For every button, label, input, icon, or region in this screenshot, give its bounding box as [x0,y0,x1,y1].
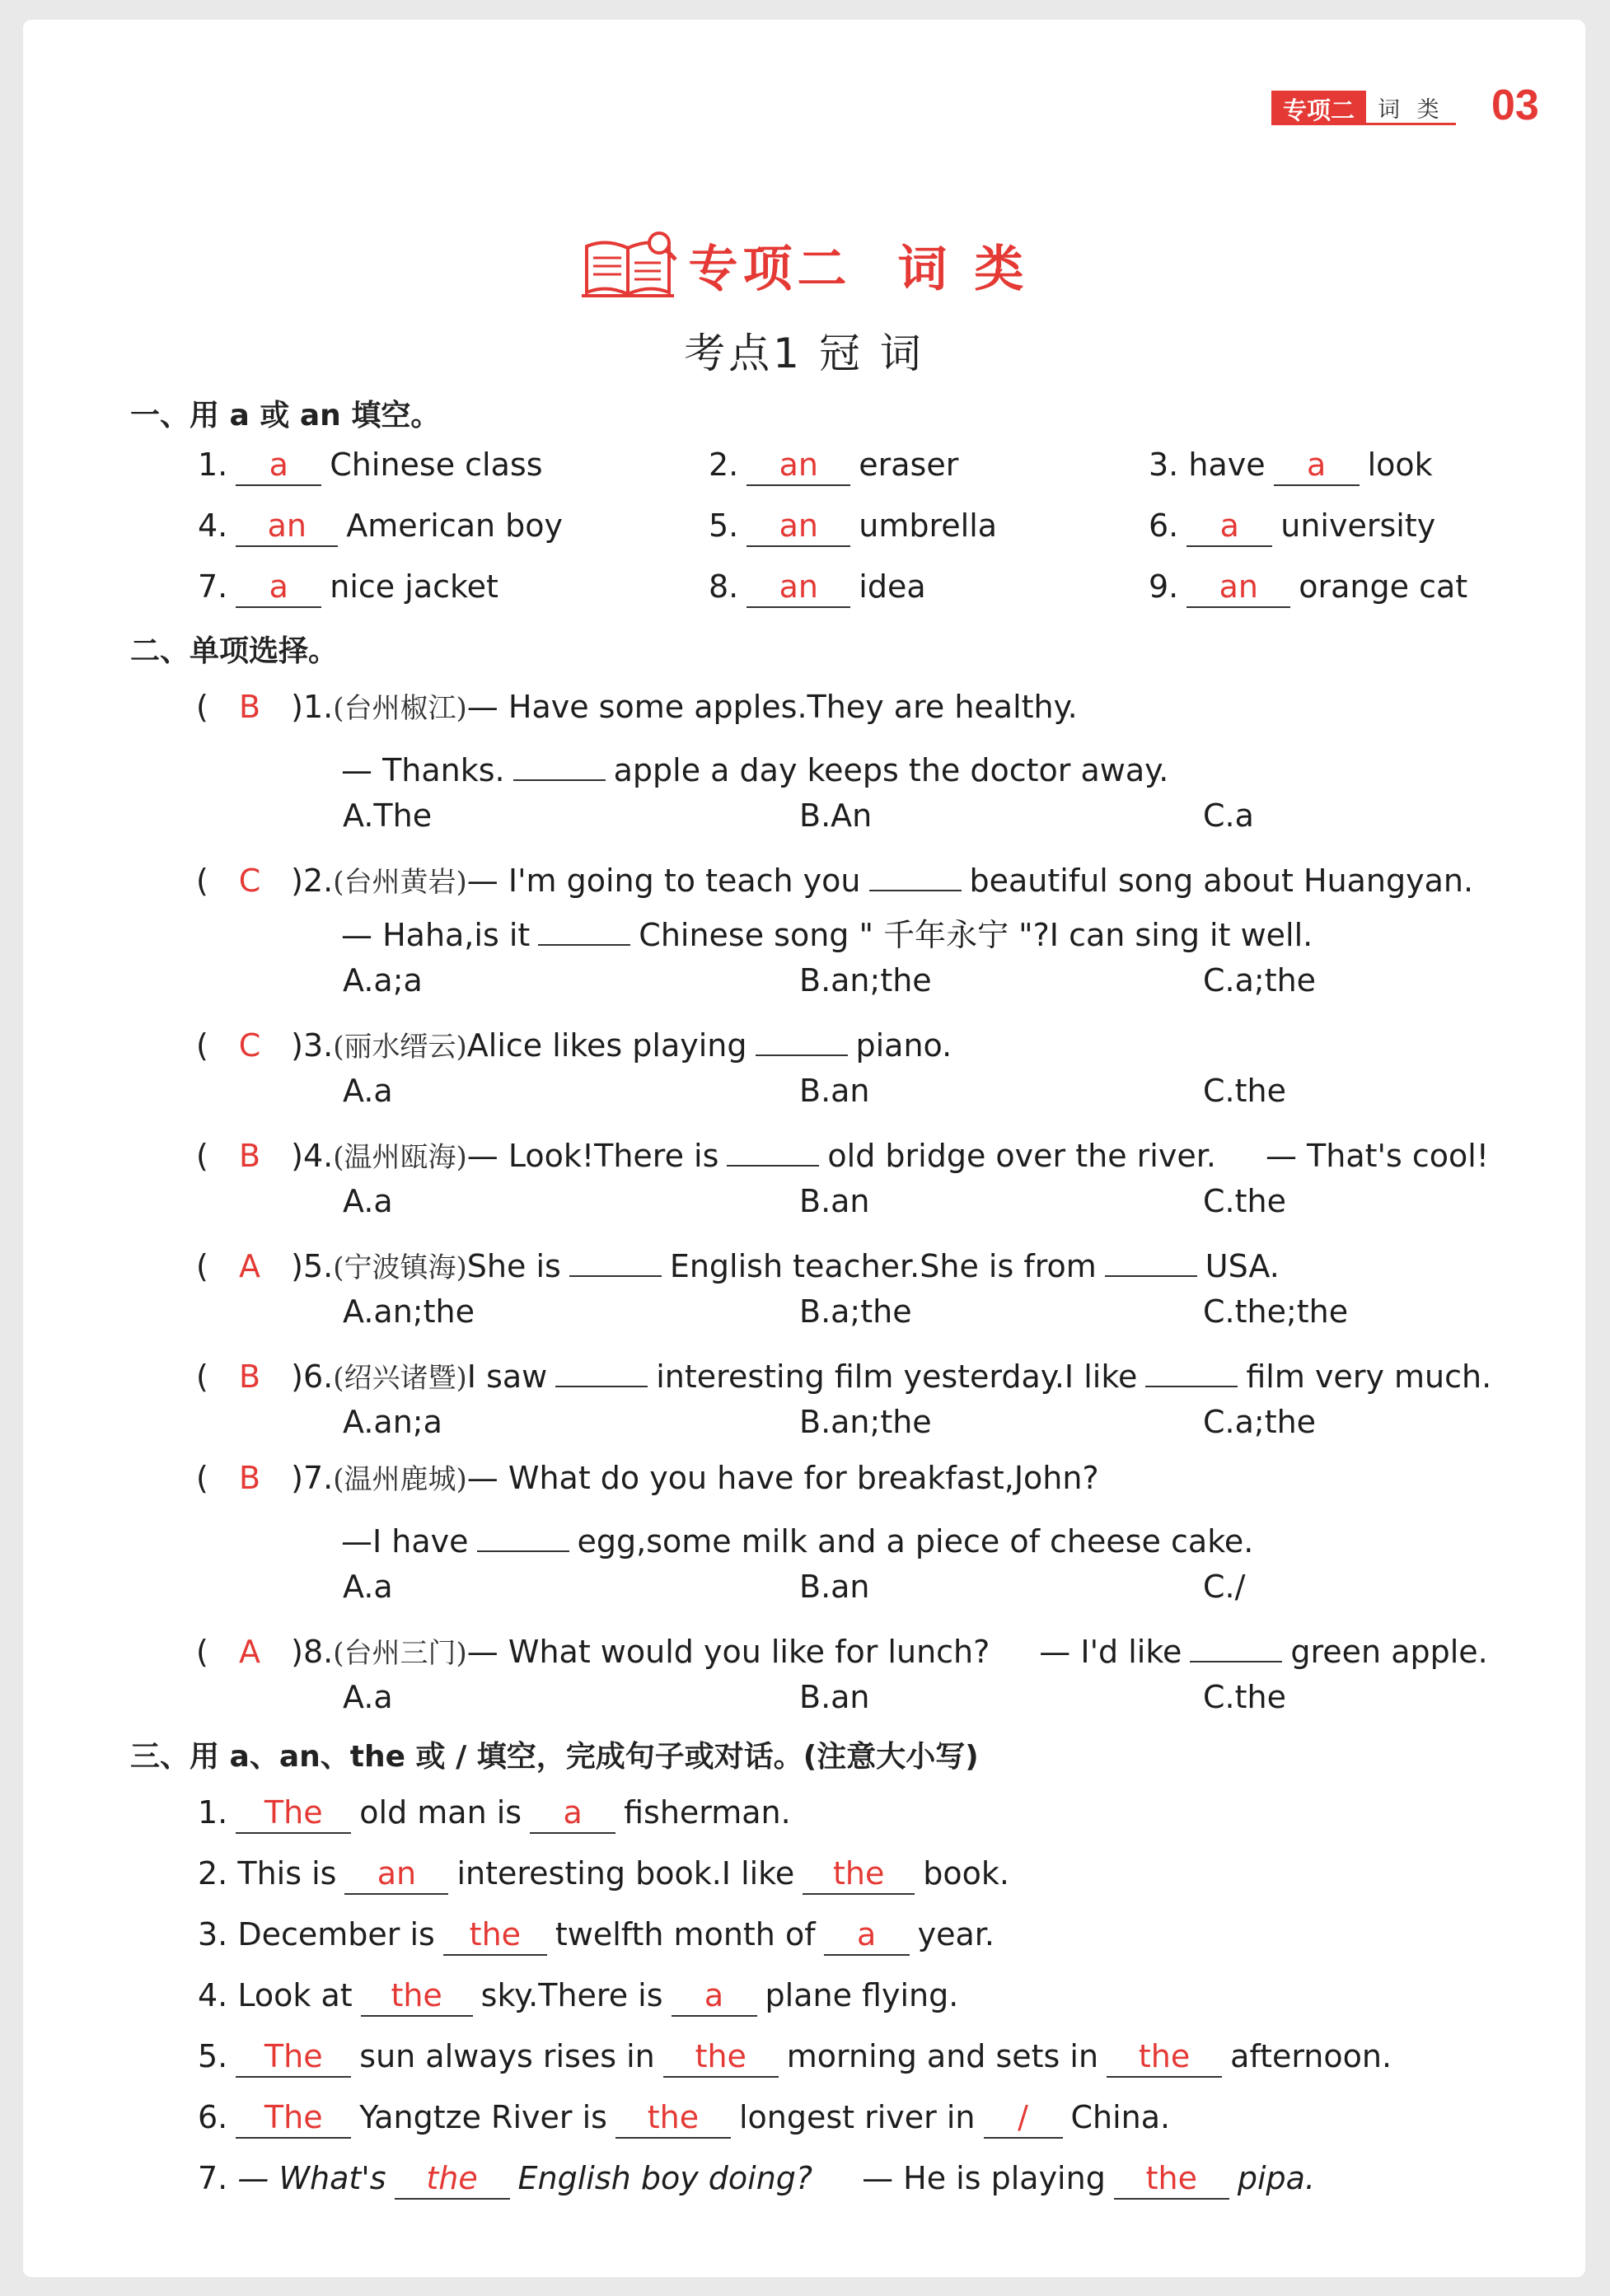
s1-item-4: 4. an American boy [198,506,563,547]
s3-sentence-3: 3. December is the twelfth month of a year. [198,1915,995,1956]
option-c[interactable]: C.the [1203,1679,1286,1715]
answer-blank[interactable]: the [803,1854,915,1895]
mc-question-8: ( A ) 8. (台州三门) — What would you like for lunch? — I'd like green apple. [196,1621,1488,1662]
option-c[interactable]: C.a;the [1203,962,1317,998]
answer-blank[interactable]: a [236,445,321,486]
answer-blank[interactable]: a [530,1793,615,1834]
answer-blank[interactable]: an [344,1854,448,1895]
option-a[interactable]: A.an;the [343,1293,475,1330]
answer-blank[interactable]: The [236,2036,351,2078]
mc-question-3: ( C ) 3. (丽水缙云) Alice likes playing piano. [196,1015,952,1056]
mc-question-5: ( A ) 5. (宁波镇海) She is English teacher.She is from USA. [196,1236,1280,1277]
mc-question-4: ( B ) 4. (温州瓯海) — Look!There is old bridge over the river. — That's cool! [196,1125,1489,1167]
answer-blank[interactable]: a [1274,445,1360,486]
question-blank[interactable] [756,1015,848,1056]
answer-blank[interactable]: an [746,506,850,547]
option-b[interactable]: B.an [799,1679,870,1715]
answer-blank[interactable]: a [236,567,321,608]
question-blank[interactable] [727,1125,819,1167]
title-part-2: 词 类 [897,241,1029,298]
mc-answer[interactable]: A [239,1634,260,1670]
source-location: (丽水缙云) [333,1031,467,1064]
answer-blank[interactable]: The [236,2097,351,2139]
option-c[interactable]: C.the [1203,1183,1286,1219]
section-1-heading: 一、用 a 或 an 填空。 [130,399,441,433]
s3-sentence-1: 1. The old man is a fisherman. [198,1793,791,1834]
question-blank[interactable] [513,740,606,781]
option-a[interactable]: A.The [343,797,433,834]
answer-blank[interactable]: the [1114,2158,1229,2200]
s3-sentence-4: 4. Look at the sky.There is a plane flying. [198,1976,958,2017]
s1-item-6: 6. a university [1149,506,1435,547]
s3-sentence-6: 6. The Yangtze River is the longest river in / China. [198,2097,1170,2139]
s1-item-1: 1. a Chinese class [198,445,543,486]
s1-item-9: 9. an orange cat [1149,567,1467,608]
open-book-magnifier-icon [580,230,679,301]
question-blank[interactable] [569,1236,662,1277]
s1-item-2: 2. an eraser [709,445,958,486]
answer-blank[interactable]: / [984,2097,1063,2139]
option-a[interactable]: A.an;a [343,1404,442,1440]
mc-q1-line2: — Thanks. apple a day keeps the doctor away. [341,740,1168,781]
page-title [23,230,1585,301]
mc-answer[interactable]: B [238,1358,261,1395]
source-location: (温州鹿城) [333,1463,467,1496]
question-blank[interactable] [477,1511,569,1552]
s1-item-7: 7. a nice jacket [198,567,498,608]
title-text [689,230,1029,301]
answer-blank[interactable]: the [663,2036,779,2078]
source-location: (温州瓯海) [333,1141,467,1174]
section-2-heading: 二、单项选择。 [130,634,339,668]
option-b[interactable]: B.an [799,1569,870,1605]
mc-q7-line2: —I have egg,some milk and a piece of cheese cake. [341,1511,1253,1552]
mc-question-7: ( B ) 7. (温州鹿城) — What do you have for breakfast,John? [196,1457,1099,1498]
question-blank[interactable] [1105,1236,1197,1277]
s1-item-3: 3. have a look [1149,445,1433,486]
option-c[interactable]: C.the [1203,1073,1286,1109]
answer-blank[interactable]: a [1186,506,1272,547]
question-blank[interactable] [869,850,962,891]
option-c[interactable]: C./ [1203,1569,1246,1605]
option-a[interactable]: A.a;a [343,962,423,998]
option-b[interactable]: B.An [799,797,873,834]
mc-answer[interactable]: C [238,863,261,899]
answer-blank[interactable]: the [361,1976,473,2017]
option-a[interactable]: A.a [343,1569,393,1605]
option-a[interactable]: A.a [343,1073,393,1109]
answer-blank[interactable]: a [672,1976,757,2017]
source-location: (宁波镇海) [333,1251,467,1284]
option-a[interactable]: A.a [343,1183,393,1219]
mc-answer[interactable]: B [238,689,261,725]
answer-blank[interactable]: the [1107,2036,1222,2078]
source-location: (台州黄岩) [333,866,467,899]
source-location: (台州椒江) [333,692,467,725]
question-blank[interactable] [555,1346,648,1387]
option-b[interactable]: B.an [799,1183,870,1219]
mc-question-2: ( C ) 2. (台州黄岩) — I'm going to teach you beautiful song about Huangyan. [196,850,1473,891]
mc-answer[interactable]: C [238,1027,261,1064]
s1-item-5: 5. an umbrella [709,506,997,547]
section-header-tag [1271,91,1456,125]
option-a[interactable]: A.a [343,1679,393,1715]
option-b[interactable]: B.an;the [799,1404,932,1440]
header-topic-label: 专项二 [1271,91,1366,125]
answer-blank[interactable]: an [236,506,338,547]
answer-blank[interactable]: an [746,567,850,608]
page-number: 03 [1491,82,1539,129]
answer-blank[interactable]: an [746,445,850,486]
s3-sentence-2: 2. This is an interesting book.I like the book. [198,1854,1009,1895]
s3-sentence-7: 7. — What's the English boy doing? — He is playing the pipa. [198,2158,1315,2200]
answer-blank[interactable]: the [443,1915,547,1956]
s1-item-8: 8. an idea [709,567,926,608]
source-location: (台州三门) [333,1637,467,1670]
source-location: (绍兴诸暨) [333,1362,467,1395]
question-blank[interactable] [538,905,630,946]
answer-blank[interactable]: the [395,2158,510,2200]
option-c[interactable]: C.a;the [1203,1404,1317,1440]
option-b[interactable]: B.an;the [799,962,932,998]
option-c[interactable]: C.a [1203,797,1254,834]
mc-answer[interactable]: B [238,1138,261,1174]
worksheet-page [23,20,1585,2277]
question-blank[interactable] [1190,1621,1282,1662]
subtitle: 考点1 冠 词 [684,330,924,377]
mc-question-6: ( B ) 6. (绍兴诸暨) I saw interesting film yesterday.I like film very much. [196,1346,1491,1387]
option-b[interactable]: B.an [799,1073,870,1109]
question-blank[interactable] [1145,1346,1238,1387]
answer-blank[interactable]: a [824,1915,910,1956]
s3-sentence-5: 5. The sun always rises in the morning and sets in the afternoon. [198,2036,1392,2078]
option-b[interactable]: B.a;the [799,1293,912,1330]
answer-blank[interactable]: an [1186,567,1290,608]
mc-question-1: ( B ) 1. (台州椒江) — Have some apples.They are healthy. [196,685,1078,727]
title-part-1: 专项二 [688,241,852,298]
answer-blank[interactable]: The [236,1793,351,1834]
answer-blank[interactable]: the [615,2097,731,2139]
mc-answer[interactable]: A [239,1248,260,1284]
header-category-label: 词 类 [1366,91,1456,125]
mc-answer[interactable]: B [238,1460,261,1496]
option-c[interactable]: C.the;the [1203,1293,1349,1330]
section-3-heading: 三、用 a、an、the 或 / 填空，完成句子或对话。(注意大小写) [130,1740,979,1774]
mc-q2-line2: — Haha,is it Chinese song " 千年永宁 "?I can sing it well. [341,905,1313,946]
